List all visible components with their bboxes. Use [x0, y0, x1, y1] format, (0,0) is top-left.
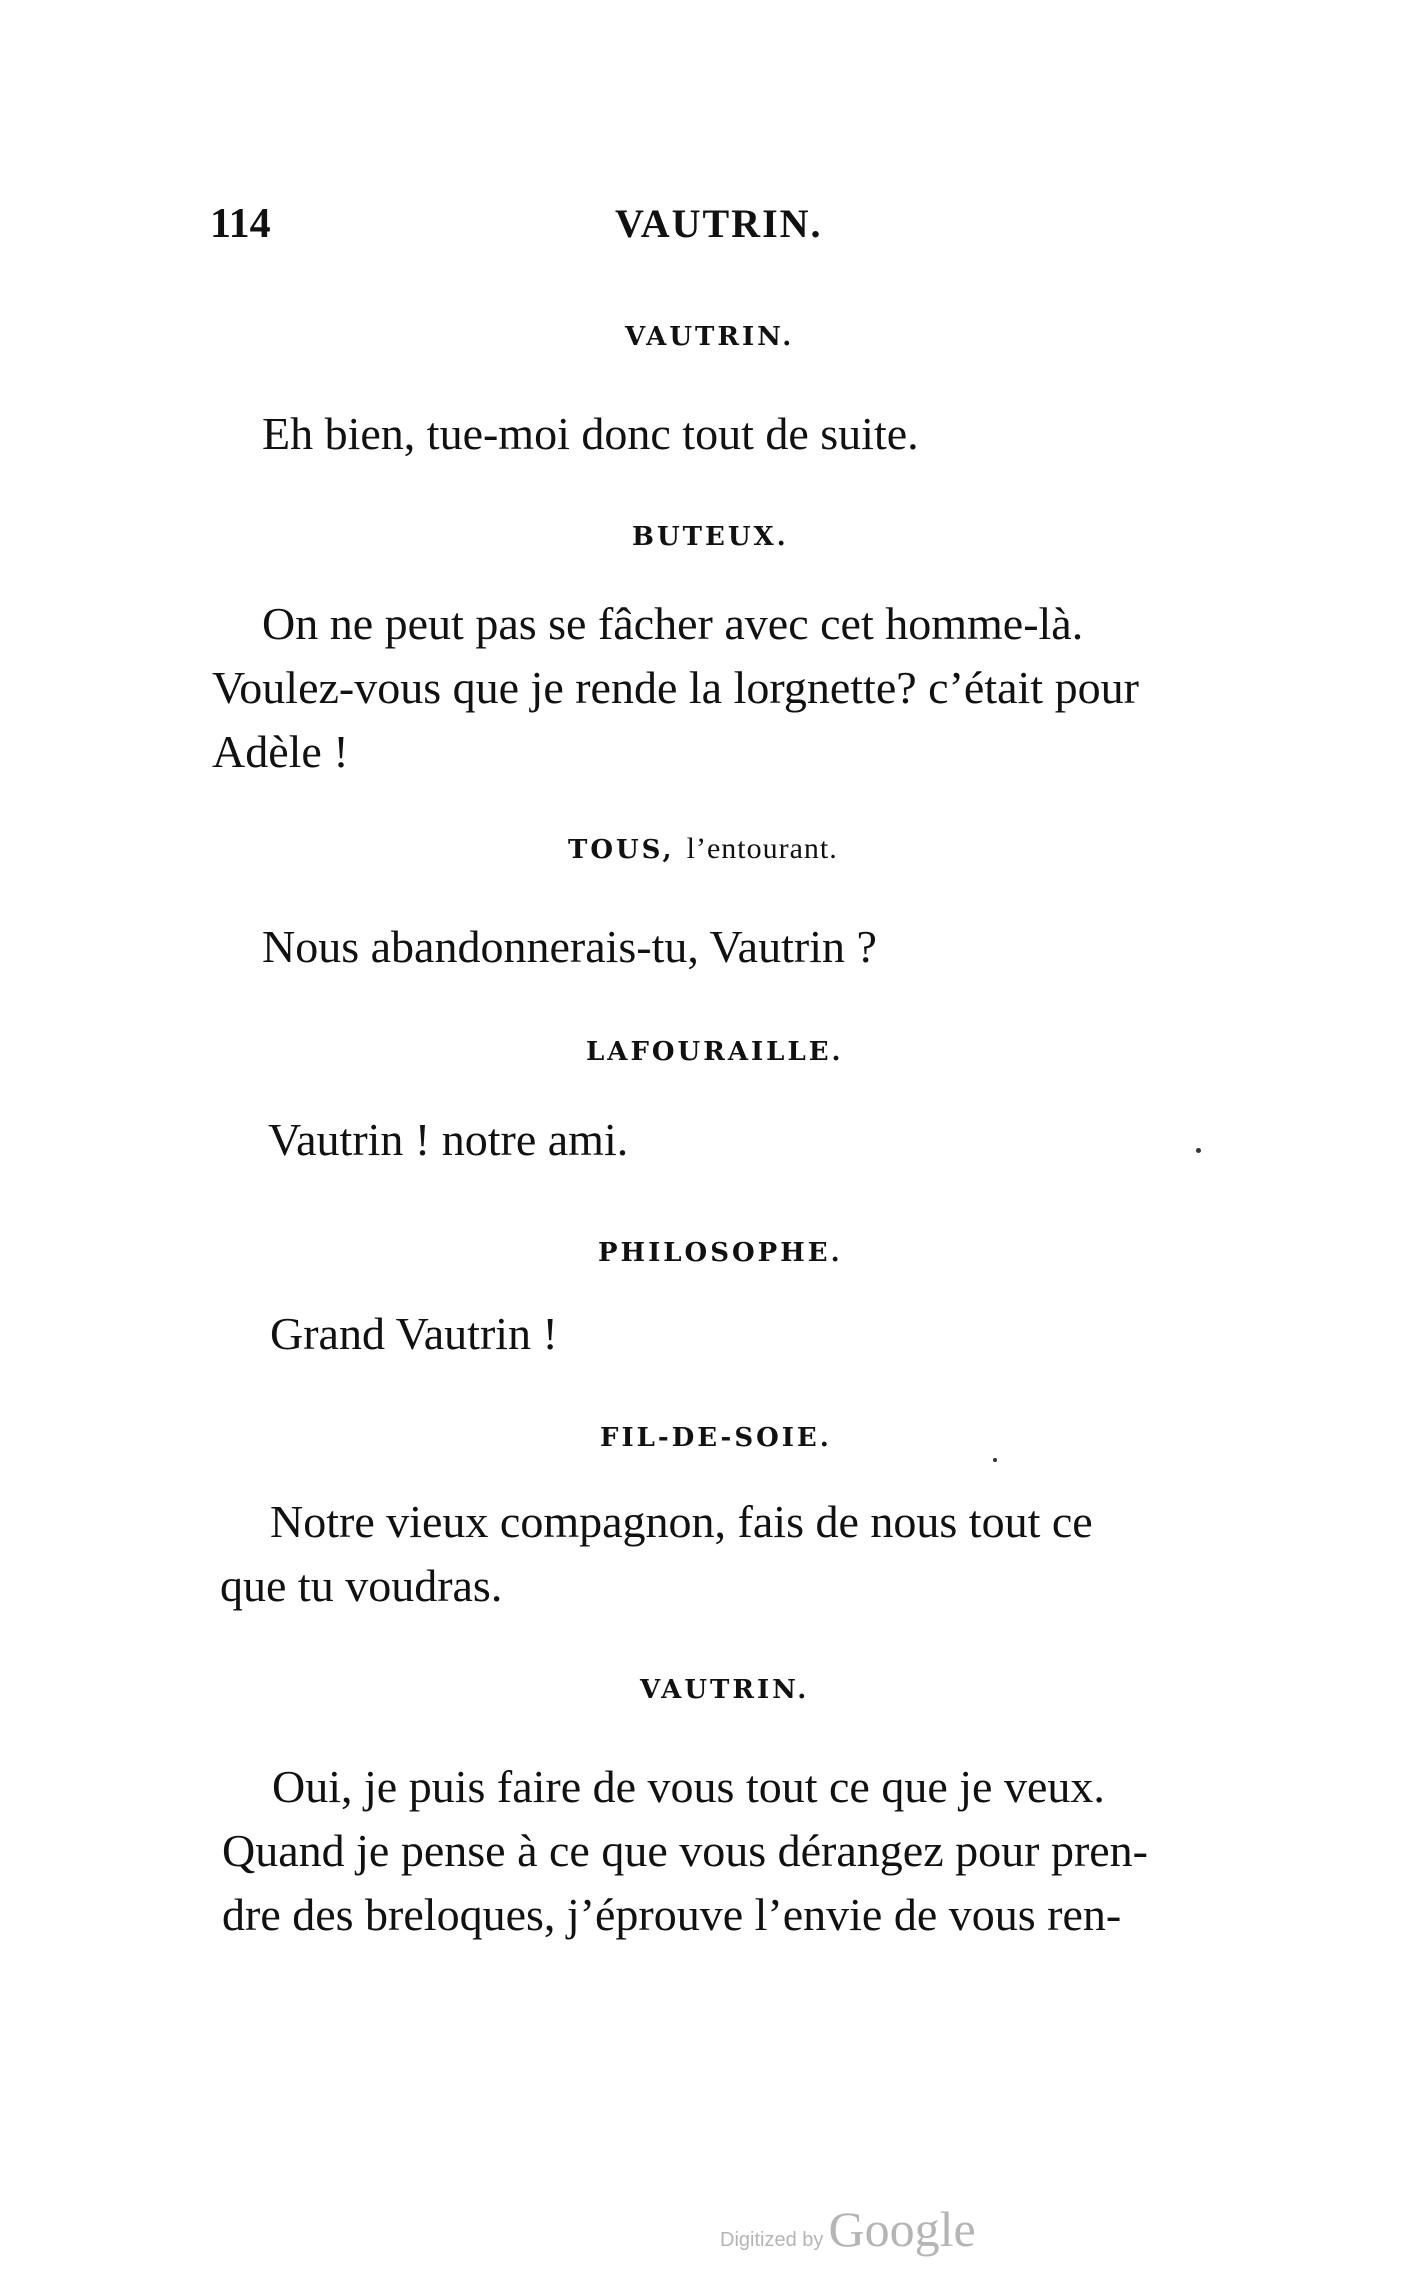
speech-line: dre des breloques, j’éprouve l’envie de vous ren-	[222, 1889, 1122, 1940]
speech-text	[222, 1755, 1148, 1947]
scan-speck	[993, 1458, 997, 1462]
speaker-label: TOUS,	[568, 835, 675, 865]
speech-text	[212, 592, 1139, 784]
speech-text	[262, 915, 877, 979]
speech-line: Vautrin ! notre ami.	[268, 1114, 629, 1165]
page-header	[210, 200, 1210, 260]
page-number: 114	[210, 201, 271, 247]
speaker-name: PHILOSOPHE.	[598, 1238, 843, 1268]
speech-line: Adèle !	[212, 726, 349, 777]
speech-line: Nous abandonnerais-tu, Vautrin ?	[262, 921, 877, 972]
speech-line: On ne peut pas se fâcher avec cet homme-là.	[262, 598, 1084, 649]
speech-line: Eh bien, tue-moi donc tout de suite.	[262, 408, 919, 459]
speech-text	[270, 1302, 558, 1366]
speech-line: Notre vieux compagnon, fais de nous tout ce	[270, 1496, 1093, 1547]
running-title: VAUTRIN.	[615, 201, 823, 246]
digitized-watermark	[720, 2200, 976, 2258]
speech-line: Quand je pense à ce que vous dérangez pour pren-	[222, 1825, 1148, 1876]
speech-line: Voulez-vous que je rende la lorgnette? c’était pour	[212, 662, 1139, 713]
speaker-name	[568, 832, 838, 866]
stage-direction: l’entourant.	[686, 832, 838, 865]
watermark-brand: Google	[828, 2201, 976, 2257]
speaker-name: LAFOURAILLE.	[586, 1037, 844, 1067]
speech-text	[262, 402, 919, 466]
speech-line: Oui, je puis faire de vous tout ce que je veux.	[272, 1761, 1105, 1812]
speech-line: Grand Vautrin !	[270, 1308, 558, 1359]
speech-line: que tu voudras.	[220, 1560, 503, 1611]
watermark-prefix: Digitized by	[720, 2229, 824, 2251]
speech-text	[220, 1490, 1093, 1618]
speech-text	[268, 1108, 628, 1172]
speaker-name: VAUTRIN.	[625, 322, 795, 352]
scan-speck	[1196, 1148, 1201, 1153]
speaker-name: VAUTRIN.	[640, 1675, 810, 1705]
speaker-name: BUTEUX.	[632, 522, 789, 552]
speaker-name: FIL-DE-SOIE.	[600, 1423, 832, 1453]
